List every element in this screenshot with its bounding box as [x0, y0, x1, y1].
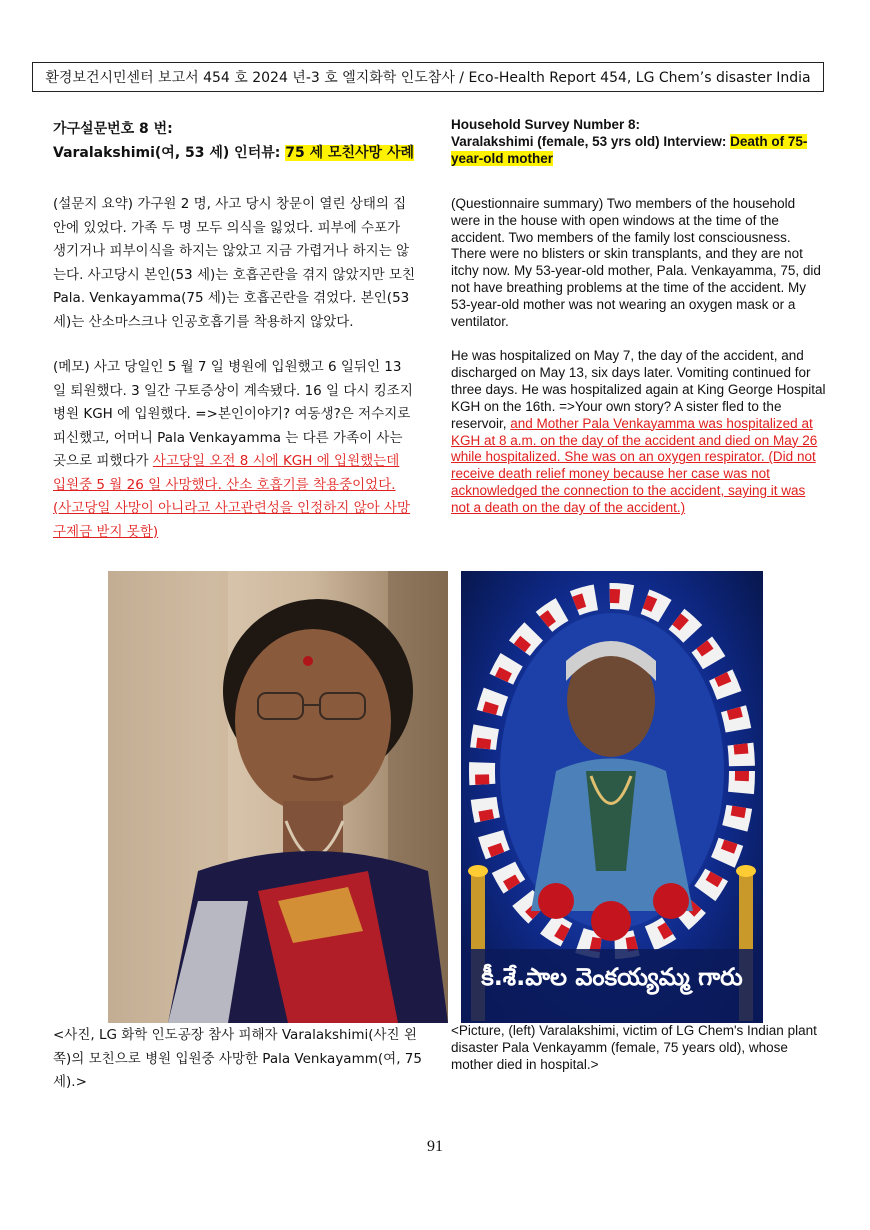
korean-photo-caption: <사진, LG 화학 인도공장 참사 피해자 Varalakshimi(사진 왼쪽)의 모친으로 병원 입원중 사망한 Pala Venkayamm(여, 75 세).> — [53, 1027, 422, 1090]
english-memo-text: He was hospitalized on May 7, the day of the accident, and discharged on May 13, six days later. Vomiting continued for three days. He was hospitalized again at King George Hospital KGH on the 16th. =>Your own story? A sister fled to the reservoir, — [451, 347, 826, 431]
varalakshimi-photo-illustration — [108, 571, 448, 1023]
english-column — [451, 117, 826, 517]
korean-title-survey-number: 가구설문번호 8 번: — [53, 121, 173, 137]
varalakshimi-photo — [108, 571, 448, 1023]
memorial-photo — [461, 571, 763, 1023]
english-title-interview — [451, 134, 826, 168]
korean-summary-paragraph: (설문지 요약) 가구원 2 명, 사고 당시 창문이 열린 상태의 집안에 있었다. 가족 두 명 모두 의식을 잃었다. 피부에 수포가 생기거나 피부이식을 하지는 않았고 지금 가렵거나 하지는 않는다. 사고당시 본인(53 세)는 호흡곤란을 겪지 않았지만 모친 Pala. Venkayamma(75 세)는 호흡곤란을 겪었다. 본인(53 세)는 산소마스크나 인공호흡기를 착용하지 않았다. — [53, 196, 415, 330]
report-header-text: 환경보건시민센터 보고서 454 호 2024 년-3 호 엘지화학 인도참사 / Eco-Health Report 454, LG Chem’s disaster India — [45, 70, 811, 86]
report-header — [32, 62, 824, 92]
korean-memo-text: (메모) 사고 당일인 5 월 7 일 병원에 입원했고 6 일뒤인 13 일 퇴원했다. 3 일간 구토증상이 계속됐다. 16 일 다시 킹조지병원 KGH 에 입원했다. =>본인이야기? 여동생?은 저수지로 피신했고, 어머니 Pala Venkayamma 는 다른 가족이 사는 곳으로 피했다가 — [53, 359, 413, 469]
korean-title-interview — [53, 142, 415, 166]
english-title-prefix: Varalakshimi (female, 53 yrs old) Interview: — [451, 133, 731, 149]
korean-memo-red-text: 사고당일 오전 8 시에 KGH 에 입원했는데 입원중 5 월 26 일 사망했다. 산소 호흡기를 착용중이었다. (사고당일 사망이 아니라고 사고관련성을 인정하지 않아 사망구제금 받지 못함) — [53, 453, 411, 540]
memorial-telugu-text: కీ.శే.పాల వెంకయ్యమ్మ గారు — [481, 963, 743, 991]
english-memo-paragraph — [451, 348, 826, 517]
korean-memo-paragraph — [53, 356, 415, 544]
korean-column — [53, 118, 415, 544]
korean-title-highlight: 75 세 모친사망 사례 — [285, 144, 415, 161]
english-memo-red-text: and Mother Pala Venkayamma was hospitalized at KGH at 8 a.m. on the day of the accident and died on May 26 while hospitalized. She was on an oxygen respirator. (Did not receive death relief money because her case was not acknowledged the connection to the accident, saying it was not a death on the day of the accident.) — [451, 415, 818, 516]
page-number: 91 — [427, 1138, 443, 1155]
memorial-photo-illustration — [461, 571, 763, 1023]
english-title-survey-number: Household Survey Number 8: — [451, 117, 641, 132]
english-summary-paragraph: (Questionnaire summary) Two members of the household were in the house with open windows at the time of the accident. Two members of the family lost consciousness. There were no blisters or skin transplants, and they are not itchy now. My 53-year-old mother, Pala. Venkayamma, 75, did not have breathing problems at the time of the accident. My 53-year-old mother was not wearing an oxygen mask or a ventilator. — [451, 195, 821, 330]
english-photo-caption: <Picture, (left) Varalakshimi, victim of LG Chem's Indian plant disaster Pala Venkayamm (female, 75 years old), whose mother died in hospital.> — [451, 1023, 817, 1072]
korean-title-prefix: Varalakshimi(여, 53 세) 인터뷰: — [53, 144, 286, 161]
english-title-highlight: Death of 75-year-old mother — [451, 133, 808, 166]
